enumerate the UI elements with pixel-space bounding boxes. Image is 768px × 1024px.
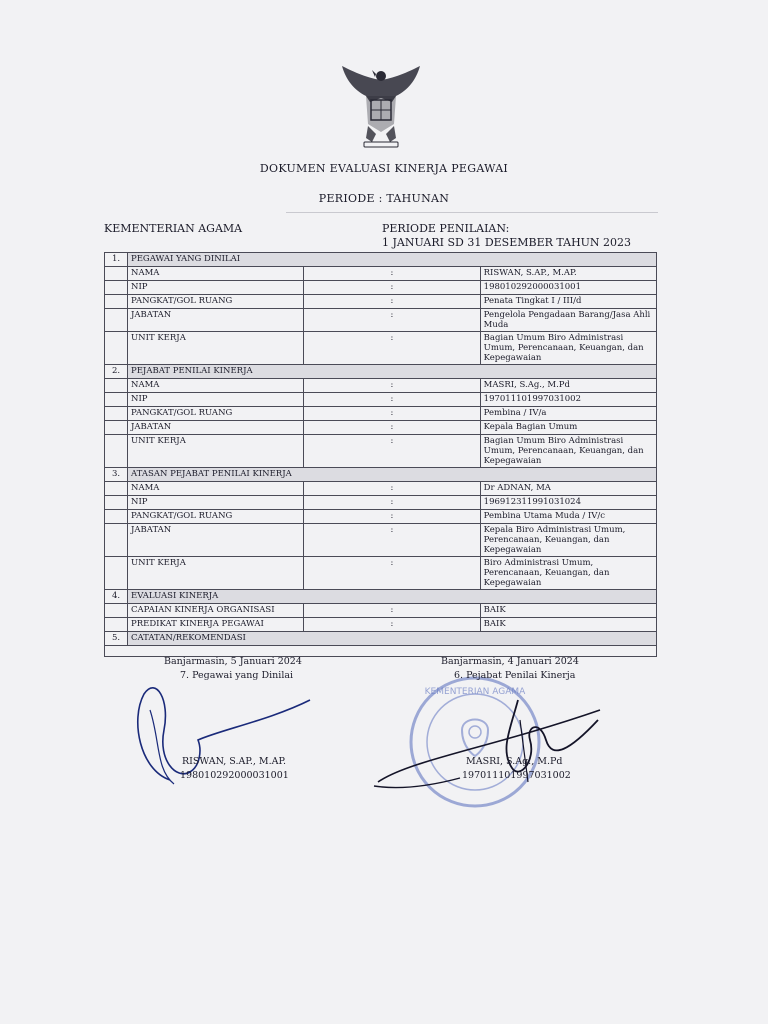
section-header-2 [105,365,657,379]
left-signer-nip: 198010292000031001 [180,770,289,781]
field-value: MASRI, S.Ag., M.Pd [480,379,656,393]
field-value: Bagian Umum Biro Administrasi Umum, Perencanaan, Keuangan, dan Kepegawaian [480,435,656,468]
ministry-name: KEMENTERIAN AGAMA [104,222,243,235]
field-label: PANGKAT/GOL RUANG [128,407,304,421]
field-label: PANGKAT/GOL RUANG [128,510,304,524]
left-signature-date: Banjarmasin, 5 Januari 2024 [164,656,302,667]
field-label: CAPAIAN KINERJA ORGANISASI [128,604,304,618]
field-value: 197011101997031002 [480,393,656,407]
table-row: JABATAN : Kepala Bagian Umum [105,421,657,435]
section-number: 3. [105,468,128,482]
table-row: JABATAN : Kepala Biro Administrasi Umum, Perencanaan, Keuangan, dan Kepegawaian [105,524,657,557]
table-row: PANGKAT/GOL RUANG : Pembina / IV/a [105,407,657,421]
section-number: 5. [105,632,128,646]
field-label: NAMA [128,482,304,496]
table-row: UNIT KERJA : Bagian Umum Biro Administrasi Umum, Perencanaan, Keuangan, dan Kepegawaian [105,332,657,365]
table-row: NAMA : Dr ADNAN, MA [105,482,657,496]
section-number: 2. [105,365,128,379]
section-header-1 [105,253,657,267]
stamp-text: KEMENTERIAN AGAMA [424,687,526,697]
signature-masri [370,690,610,800]
section-title: PEJABAT PENILAI KINERJA [128,365,657,379]
left-signer-name: RISWAN, S.AP., M.AP. [182,756,286,767]
table-row: JABATAN : Pengelola Pengadaan Barang/Jasa Ahli Muda [105,309,657,332]
divider [286,212,658,213]
table-row: CAPAIAN KINERJA ORGANISASI : BAIK [105,604,657,618]
field-label: NIP [128,496,304,510]
field-value: Pengelola Pengadaan Barang/Jasa Ahli Muda [480,309,656,332]
field-label: PREDIKAT KINERJA PEGAWAI [128,618,304,632]
field-value: BAIK [480,618,656,632]
table-row: NAMA : RISWAN, S.AP., M.AP. [105,267,657,281]
notes-cell [105,646,657,657]
section-number: 1. [105,253,128,267]
field-label: PANGKAT/GOL RUANG [128,295,304,309]
field-label: UNIT KERJA [128,557,304,590]
section-title: ATASAN PEJABAT PENILAI KINERJA [128,468,657,482]
field-value: Kepala Biro Administrasi Umum, Perencanaan, Keuangan, dan Kepegawaian [480,524,656,557]
assessment-period-value: 1 JANUARI SD 31 DESEMBER TAHUN 2023 [382,236,632,249]
document-period-type: PERIODE : TAHUNAN [318,192,450,205]
right-signer-nip: 197011101997031002 [462,770,571,781]
document-title: DOKUMEN EVALUASI KINERJA PEGAWAI [259,162,509,175]
table-row: NIP : 196912311991031024 [105,496,657,510]
section-header-3 [105,468,657,482]
field-value: Dr ADNAN, MA [480,482,656,496]
field-value: 198010292000031001 [480,281,656,295]
field-value: Pembina Utama Muda / IV/c [480,510,656,524]
field-value: Kepala Bagian Umum [480,421,656,435]
table-row: NIP : 197011101997031002 [105,393,657,407]
right-signature-role: 6. Pejabat Penilai Kinerja [454,670,576,681]
field-value: BAIK [480,604,656,618]
table-row: NIP : 198010292000031001 [105,281,657,295]
left-signature-role: 7. Pegawai yang Dinilai [180,670,294,681]
table-row: PREDIKAT KINERJA PEGAWAI : BAIK [105,618,657,632]
field-label: NIP [128,281,304,295]
field-label: NAMA [128,379,304,393]
evaluation-table [104,252,657,657]
garuda-emblem-icon [336,62,426,152]
field-label: UNIT KERJA [128,435,304,468]
right-signature-date: Banjarmasin, 4 Januari 2024 [441,656,579,667]
table-row: PANGKAT/GOL RUANG : Pembina Utama Muda / IV/c [105,510,657,524]
table-row: NAMA : MASRI, S.Ag., M.Pd [105,379,657,393]
assessment-period-label: PERIODE PENILAIAN: [382,222,510,235]
field-label: NAMA [128,267,304,281]
table-row: PANGKAT/GOL RUANG : Penata Tingkat I / III/d [105,295,657,309]
field-value: Pembina / IV/a [480,407,656,421]
section-title: CATATAN/REKOMENDASI [128,632,657,646]
table-row: UNIT KERJA : Bagian Umum Biro Administrasi Umum, Perencanaan, Keuangan, dan Kepegawaian [105,435,657,468]
field-value: 196912311991031024 [480,496,656,510]
field-value: Penata Tingkat I / III/d [480,295,656,309]
section-number: 4. [105,590,128,604]
field-label: JABATAN [128,524,304,557]
field-label: NIP [128,393,304,407]
section-title: EVALUASI KINERJA [128,590,657,604]
notes-row [105,646,657,657]
section-header-4 [105,590,657,604]
field-value: Bagian Umum Biro Administrasi Umum, Perencanaan, Keuangan, dan Kepegawaian [480,332,656,365]
field-label: UNIT KERJA [128,332,304,365]
field-value: Biro Administrasi Umum, Perencanaan, Keuangan, dan Kepegawaian [480,557,656,590]
field-value: RISWAN, S.AP., M.AP. [480,267,656,281]
table-row: UNIT KERJA : Biro Administrasi Umum, Perencanaan, Keuangan, dan Kepegawaian [105,557,657,590]
section-header-5 [105,632,657,646]
right-signer-name: MASRI, S.Ag., M.Pd [466,756,563,767]
field-label: JABATAN [128,309,304,332]
section-title: PEGAWAI YANG DINILAI [128,253,657,267]
field-label: JABATAN [128,421,304,435]
